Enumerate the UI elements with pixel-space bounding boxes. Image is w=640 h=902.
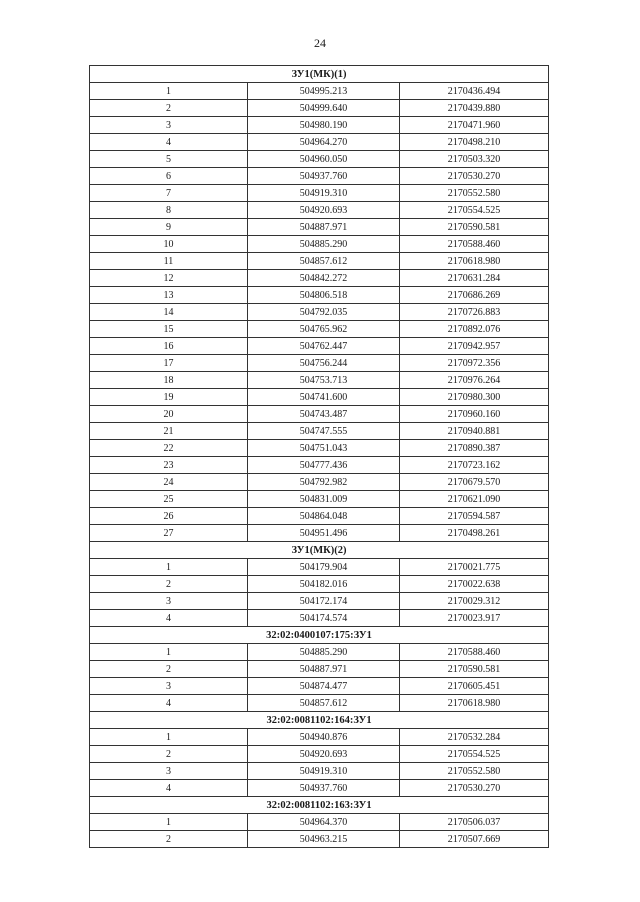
x-coordinate-cell: 504951.496	[248, 525, 400, 542]
x-coordinate-cell: 504887.971	[248, 219, 400, 236]
y-coordinate-cell: 2170618.980	[400, 695, 549, 712]
point-number-cell: 2	[90, 100, 248, 117]
point-number-cell: 3	[90, 678, 248, 695]
y-coordinate-cell: 2170506.037	[400, 814, 549, 831]
table-row	[90, 406, 549, 423]
table-row	[90, 746, 549, 763]
y-coordinate-cell: 2170940.881	[400, 423, 549, 440]
y-coordinate-cell: 2170618.980	[400, 253, 549, 270]
y-coordinate-cell: 2170686.269	[400, 287, 549, 304]
point-number-cell: 4	[90, 780, 248, 797]
point-number-cell: 22	[90, 440, 248, 457]
x-coordinate-cell: 504960.050	[248, 151, 400, 168]
table-row	[90, 287, 549, 304]
coordinates-table	[89, 65, 549, 848]
x-coordinate-cell: 504174.574	[248, 610, 400, 627]
table-row	[90, 491, 549, 508]
x-coordinate-cell: 504172.174	[248, 593, 400, 610]
y-coordinate-cell: 2170588.460	[400, 644, 549, 661]
y-coordinate-cell: 2170976.264	[400, 372, 549, 389]
x-coordinate-cell: 504964.270	[248, 134, 400, 151]
table-row	[90, 321, 549, 338]
point-number-cell: 9	[90, 219, 248, 236]
x-coordinate-cell: 504842.272	[248, 270, 400, 287]
point-number-cell: 1	[90, 644, 248, 661]
table-row	[90, 576, 549, 593]
table-row	[90, 780, 549, 797]
point-number-cell: 2	[90, 746, 248, 763]
point-number-cell: 7	[90, 185, 248, 202]
table-row	[90, 525, 549, 542]
x-coordinate-cell: 504864.048	[248, 508, 400, 525]
table-row	[90, 457, 549, 474]
x-coordinate-cell: 504920.693	[248, 746, 400, 763]
point-number-cell: 10	[90, 236, 248, 253]
y-coordinate-cell: 2170723.162	[400, 457, 549, 474]
x-coordinate-cell: 504980.190	[248, 117, 400, 134]
y-coordinate-cell: 2170594.587	[400, 508, 549, 525]
point-number-cell: 25	[90, 491, 248, 508]
table-row	[90, 372, 549, 389]
x-coordinate-cell: 504995.213	[248, 83, 400, 100]
table-row	[90, 270, 549, 287]
point-number-cell: 1	[90, 559, 248, 576]
section-title: ЗУ1(МК)(1)	[90, 66, 549, 83]
table-row	[90, 168, 549, 185]
table-row	[90, 474, 549, 491]
section-header-row	[90, 712, 549, 729]
y-coordinate-cell: 2170023.917	[400, 610, 549, 627]
y-coordinate-cell: 2170605.451	[400, 678, 549, 695]
x-coordinate-cell: 504741.600	[248, 389, 400, 406]
point-number-cell: 23	[90, 457, 248, 474]
x-coordinate-cell: 504940.876	[248, 729, 400, 746]
y-coordinate-cell: 2170960.160	[400, 406, 549, 423]
y-coordinate-cell: 2170552.580	[400, 185, 549, 202]
y-coordinate-cell: 2170590.581	[400, 661, 549, 678]
coordinates-table-body	[90, 66, 549, 848]
table-row	[90, 134, 549, 151]
table-row	[90, 440, 549, 457]
x-coordinate-cell: 504747.555	[248, 423, 400, 440]
point-number-cell: 16	[90, 338, 248, 355]
x-coordinate-cell: 504765.962	[248, 321, 400, 338]
point-number-cell: 6	[90, 168, 248, 185]
x-coordinate-cell: 504999.640	[248, 100, 400, 117]
x-coordinate-cell: 504885.290	[248, 236, 400, 253]
point-number-cell: 4	[90, 695, 248, 712]
table-row	[90, 185, 549, 202]
y-coordinate-cell: 2170554.525	[400, 202, 549, 219]
point-number-cell: 5	[90, 151, 248, 168]
table-row	[90, 253, 549, 270]
point-number-cell: 1	[90, 814, 248, 831]
x-coordinate-cell: 504182.016	[248, 576, 400, 593]
y-coordinate-cell: 2170554.525	[400, 746, 549, 763]
point-number-cell: 14	[90, 304, 248, 321]
point-number-cell: 3	[90, 763, 248, 780]
point-number-cell: 1	[90, 729, 248, 746]
x-coordinate-cell: 504857.612	[248, 695, 400, 712]
page-number: 24	[314, 36, 326, 50]
y-coordinate-cell: 2170436.494	[400, 83, 549, 100]
x-coordinate-cell: 504751.043	[248, 440, 400, 457]
point-number-cell: 4	[90, 610, 248, 627]
table-row	[90, 729, 549, 746]
section-header-row	[90, 542, 549, 559]
point-number-cell: 3	[90, 593, 248, 610]
y-coordinate-cell: 2170022.638	[400, 576, 549, 593]
point-number-cell: 18	[90, 372, 248, 389]
point-number-cell: 1	[90, 83, 248, 100]
y-coordinate-cell: 2170503.320	[400, 151, 549, 168]
point-number-cell: 19	[90, 389, 248, 406]
table-row	[90, 389, 549, 406]
y-coordinate-cell: 2170552.580	[400, 763, 549, 780]
point-number-cell: 27	[90, 525, 248, 542]
y-coordinate-cell: 2170972.356	[400, 355, 549, 372]
table-row	[90, 559, 549, 576]
y-coordinate-cell: 2170530.270	[400, 168, 549, 185]
y-coordinate-cell: 2170471.960	[400, 117, 549, 134]
x-coordinate-cell: 504963.215	[248, 831, 400, 848]
y-coordinate-cell: 2170532.284	[400, 729, 549, 746]
point-number-cell: 20	[90, 406, 248, 423]
x-coordinate-cell: 504756.244	[248, 355, 400, 372]
point-number-cell: 26	[90, 508, 248, 525]
x-coordinate-cell: 504919.310	[248, 763, 400, 780]
y-coordinate-cell: 2170890.387	[400, 440, 549, 457]
table-row	[90, 338, 549, 355]
x-coordinate-cell: 504806.518	[248, 287, 400, 304]
y-coordinate-cell: 2170631.284	[400, 270, 549, 287]
x-coordinate-cell: 504874.477	[248, 678, 400, 695]
y-coordinate-cell: 2170590.581	[400, 219, 549, 236]
x-coordinate-cell: 504743.487	[248, 406, 400, 423]
point-number-cell: 24	[90, 474, 248, 491]
table-row	[90, 593, 549, 610]
section-title: 32:02:0081102:163:ЗУ1	[90, 797, 549, 814]
y-coordinate-cell: 2170726.883	[400, 304, 549, 321]
y-coordinate-cell: 2170621.090	[400, 491, 549, 508]
table-row	[90, 202, 549, 219]
x-coordinate-cell: 504792.035	[248, 304, 400, 321]
x-coordinate-cell: 504753.713	[248, 372, 400, 389]
table-row	[90, 355, 549, 372]
table-row	[90, 661, 549, 678]
x-coordinate-cell: 504885.290	[248, 644, 400, 661]
y-coordinate-cell: 2170021.775	[400, 559, 549, 576]
table-row	[90, 814, 549, 831]
y-coordinate-cell: 2170942.957	[400, 338, 549, 355]
point-number-cell: 12	[90, 270, 248, 287]
coordinates-table-container	[89, 65, 548, 848]
table-row	[90, 508, 549, 525]
section-title: 32:02:0081102:164:ЗУ1	[90, 712, 549, 729]
y-coordinate-cell: 2170588.460	[400, 236, 549, 253]
table-row	[90, 678, 549, 695]
point-number-cell: 4	[90, 134, 248, 151]
x-coordinate-cell: 504937.760	[248, 780, 400, 797]
table-row	[90, 236, 549, 253]
point-number-cell: 11	[90, 253, 248, 270]
section-header-row	[90, 627, 549, 644]
point-number-cell: 13	[90, 287, 248, 304]
point-number-cell: 2	[90, 831, 248, 848]
table-row	[90, 83, 549, 100]
table-row	[90, 219, 549, 236]
x-coordinate-cell: 504792.982	[248, 474, 400, 491]
x-coordinate-cell: 504964.370	[248, 814, 400, 831]
section-header-row	[90, 797, 549, 814]
table-row	[90, 610, 549, 627]
table-row	[90, 695, 549, 712]
x-coordinate-cell: 504857.612	[248, 253, 400, 270]
point-number-cell: 21	[90, 423, 248, 440]
y-coordinate-cell: 2170029.312	[400, 593, 549, 610]
section-header-row	[90, 66, 549, 83]
table-row	[90, 304, 549, 321]
x-coordinate-cell: 504179.904	[248, 559, 400, 576]
section-title: ЗУ1(МК)(2)	[90, 542, 549, 559]
y-coordinate-cell: 2170980.300	[400, 389, 549, 406]
x-coordinate-cell: 504831.009	[248, 491, 400, 508]
point-number-cell: 3	[90, 117, 248, 134]
point-number-cell: 2	[90, 661, 248, 678]
table-row	[90, 100, 549, 117]
y-coordinate-cell: 2170498.261	[400, 525, 549, 542]
table-row	[90, 423, 549, 440]
y-coordinate-cell: 2170530.270	[400, 780, 549, 797]
x-coordinate-cell: 504937.760	[248, 168, 400, 185]
x-coordinate-cell: 504762.447	[248, 338, 400, 355]
table-row	[90, 763, 549, 780]
y-coordinate-cell: 2170679.570	[400, 474, 549, 491]
x-coordinate-cell: 504887.971	[248, 661, 400, 678]
x-coordinate-cell: 504919.310	[248, 185, 400, 202]
point-number-cell: 15	[90, 321, 248, 338]
y-coordinate-cell: 2170507.669	[400, 831, 549, 848]
y-coordinate-cell: 2170439.880	[400, 100, 549, 117]
table-row	[90, 644, 549, 661]
x-coordinate-cell: 504920.693	[248, 202, 400, 219]
point-number-cell: 17	[90, 355, 248, 372]
y-coordinate-cell: 2170498.210	[400, 134, 549, 151]
y-coordinate-cell: 2170892.076	[400, 321, 549, 338]
point-number-cell: 2	[90, 576, 248, 593]
point-number-cell: 8	[90, 202, 248, 219]
section-title: 32:02:0400107:175:ЗУ1	[90, 627, 549, 644]
table-row	[90, 117, 549, 134]
table-row	[90, 831, 549, 848]
table-row	[90, 151, 549, 168]
x-coordinate-cell: 504777.436	[248, 457, 400, 474]
